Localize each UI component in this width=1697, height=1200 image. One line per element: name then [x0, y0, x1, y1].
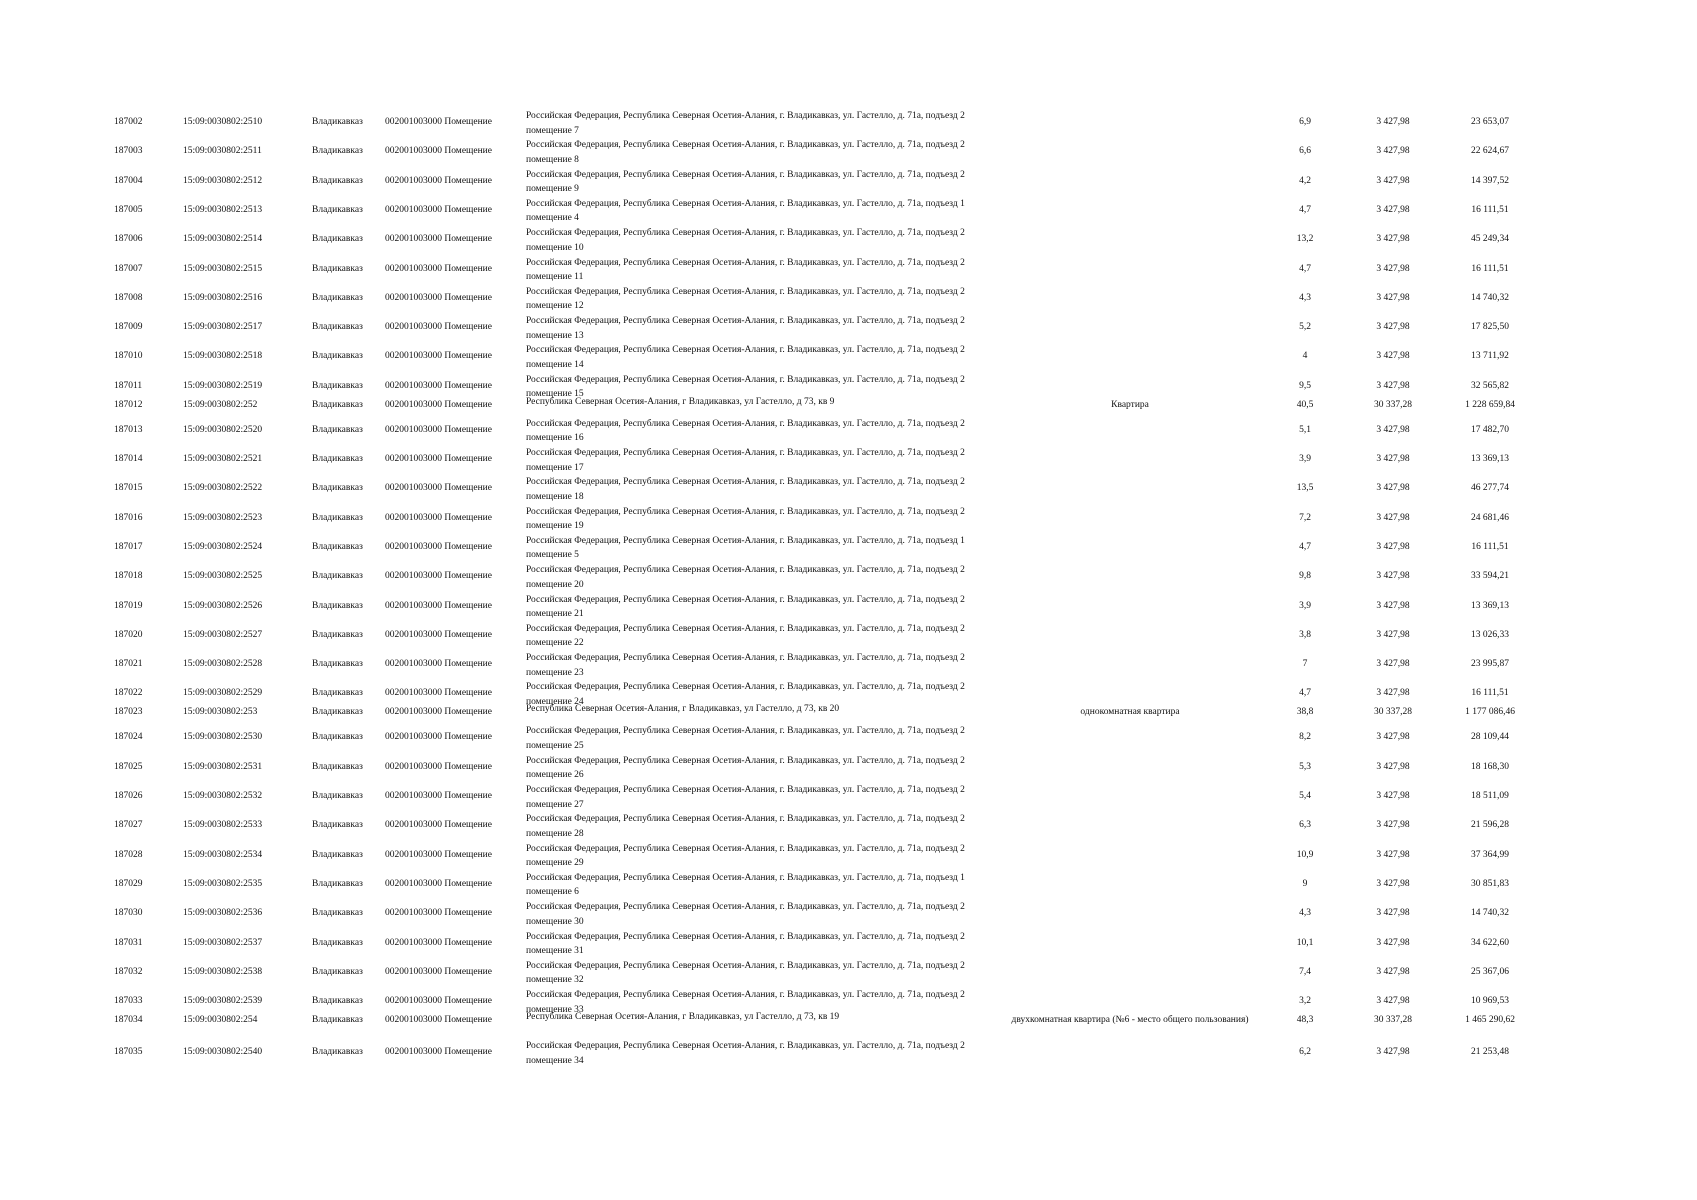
cadastral-number: 15:09:0030802:2517 [183, 322, 263, 333]
cadastral-number: 15:09:0030802:2532 [183, 791, 263, 801]
address-cell: Российская Федерация, Республика Северная Осетия-Алания, г. Владикавказ, ул. Гастелло, д. 71а, подъезд 2 помещение 33 [526, 990, 965, 1015]
total-value: 21 253,48 [1471, 1047, 1509, 1058]
cadastral-number: 15:09:0030802:2521 [183, 454, 263, 464]
cadastral-number: 15:09:0030802:2514 [183, 234, 263, 245]
unit-price: 3 427,98 [1376, 263, 1410, 274]
area-cell: 9 [1302, 878, 1308, 889]
area-cell: 5,1 [1299, 424, 1311, 435]
cadastral-number: 15:09:0030802:2522 [183, 483, 263, 494]
total-value: 14 397,52 [1471, 175, 1509, 186]
unit-price: 3 427,98 [1376, 820, 1410, 831]
row-id: 187035 [114, 1047, 143, 1058]
address-cell: Российская Федерация, Республика Северная Осетия-Алания, г. Владикавказ, ул. Гастелло, д. 71а, подъезд 2 помещение 18 [526, 477, 965, 502]
object-code: 002001003000 Помещение [385, 659, 492, 670]
address-cell: Российская Федерация, Республика Северная Осетия-Алания, г. Владикавказ, ул. Гастелло, д. 71а, подъезд 1 помещение 6 [526, 872, 965, 898]
object-code: 002001003000 Помещение [385, 351, 492, 362]
area-cell: 3,9 [1299, 600, 1311, 611]
address-cell: Российская Федерация, Республика Северная Осетия-Алания, г. Владикавказ, ул. Гастелло, д. 71а, подъезд 2 помещение 14 [526, 345, 965, 370]
object-code: 002001003000 Помещение [385, 424, 492, 435]
object-name: Квартира [1111, 399, 1149, 410]
unit-price: 3 427,98 [1376, 571, 1410, 582]
object-code: 002001003000 Помещение [385, 849, 492, 860]
unit-price: 3 427,98 [1376, 234, 1410, 245]
row-id: 187027 [114, 820, 143, 831]
area-cell: 6,9 [1299, 117, 1311, 127]
row-id: 187009 [114, 322, 143, 333]
address-cell: Российская Федерация, Республика Северная Осетия-Алания, г. Владикавказ, ул. Гастелло, д. 71а, подъезд 2 помещение 23 [526, 653, 965, 678]
area-cell: 8,2 [1299, 732, 1311, 743]
object-code: 002001003000 Помещение [385, 600, 492, 611]
cadastral-number: 15:09:0030802:2530 [183, 732, 263, 743]
city-cell: Владикавказ [312, 322, 363, 333]
total-value: 24 681,46 [1471, 512, 1509, 523]
object-code: 002001003000 Помещение [385, 707, 492, 718]
object-name: двухкомнатная квартира (№6 - место общего пользования) [1011, 1015, 1249, 1026]
total-value: 16 111,51 [1471, 263, 1509, 274]
unit-price: 3 427,98 [1376, 512, 1410, 523]
address-cell: Российская Федерация, Республика Северная Осетия-Алания, г. Владикавказ, ул. Гастелло, д. 71а, подъезд 2 помещение 32 [526, 960, 965, 986]
address-cell: Российская Федерация, Республика Северная Осетия-Алания, г. Владикавказ, ул. Гастелло, д. 71а, подъезд 2 помещение 20 [526, 565, 965, 590]
cadastral-number: 15:09:0030802:2531 [183, 761, 263, 772]
total-value: 21 596,28 [1471, 820, 1509, 831]
unit-price: 3 427,98 [1376, 688, 1410, 699]
row-id: 187015 [114, 483, 143, 494]
unit-price: 3 427,98 [1376, 629, 1410, 640]
unit-price: 3 427,98 [1376, 966, 1410, 977]
object-code: 002001003000 Помещение [385, 204, 492, 215]
area-cell: 13,2 [1296, 234, 1314, 245]
unit-price: 3 427,98 [1376, 996, 1410, 1007]
unit-price: 3 427,98 [1376, 454, 1410, 464]
object-code: 002001003000 Помещение [385, 263, 492, 274]
unit-price: 3 427,98 [1376, 878, 1410, 889]
area-cell: 4,7 [1299, 263, 1311, 274]
total-value: 13 711,92 [1471, 351, 1509, 362]
city-cell: Владикавказ [312, 600, 363, 611]
row-id: 187023 [114, 707, 143, 718]
address-cell: Российская Федерация, Республика Северная Осетия-Алания, г. Владикавказ, ул. Гастелло, д. 71а, подъезд 2 помещение 30 [526, 902, 965, 927]
area-cell: 4,7 [1299, 204, 1311, 215]
total-value: 13 369,13 [1471, 454, 1509, 464]
address-cell: Российская Федерация, Республика Северная Осетия-Алания, г. Владикавказ, ул. Гастелло, д. 71а, подъезд 2 помещение 24 [526, 682, 965, 707]
city-cell: Владикавказ [312, 849, 363, 860]
total-value: 23 995,87 [1471, 659, 1509, 670]
total-value: 17 825,50 [1471, 322, 1509, 333]
cadastral-number: 15:09:0030802:2539 [183, 996, 263, 1007]
object-code: 002001003000 Помещение [385, 322, 492, 333]
object-code: 002001003000 Помещение [385, 791, 492, 801]
total-value: 16 111,51 [1471, 204, 1509, 215]
area-cell: 40,5 [1296, 399, 1314, 410]
total-value: 16 111,51 [1471, 541, 1509, 552]
object-code: 002001003000 Помещение [385, 117, 492, 127]
city-cell: Владикавказ [312, 791, 363, 801]
row-id: 187019 [114, 600, 143, 611]
address-cell: Российская Федерация, Республика Северная Осетия-Алания, г. Владикавказ, ул. Гастелло, д. 71а, подъезд 2 помещение 12 [526, 286, 965, 312]
total-value: 33 594,21 [1471, 571, 1509, 582]
cadastral-number: 15:09:0030802:2515 [183, 263, 263, 274]
city-cell: Владикавказ [312, 707, 363, 718]
area-cell: 7,4 [1299, 966, 1311, 977]
unit-price: 3 427,98 [1376, 600, 1410, 611]
cadastral-number: 15:09:0030802:2525 [183, 571, 263, 582]
cadastral-number: 15:09:0030802:2520 [183, 424, 263, 435]
total-value: 46 277,74 [1471, 483, 1509, 494]
total-value: 17 482,70 [1471, 424, 1509, 435]
object-code: 002001003000 Помещение [385, 1047, 492, 1058]
address-cell: Российская Федерация, Республика Северная Осетия-Алания, г. Владикавказ, ул. Гастелло, д. 71а, подъезд 2 помещение 16 [526, 418, 965, 444]
city-cell: Владикавказ [312, 204, 363, 215]
row-id: 187013 [114, 424, 143, 435]
unit-price: 30 337,28 [1374, 707, 1412, 718]
address-cell: Российская Федерация, Республика Северная Осетия-Алания, г. Владикавказ, ул. Гастелло, д. 71а, подъезд 2 помещение 26 [526, 755, 965, 781]
row-id: 187010 [114, 351, 143, 362]
cadastral-number: 15:09:0030802:2511 [183, 146, 262, 157]
unit-price: 3 427,98 [1376, 292, 1410, 303]
row-id: 187032 [114, 966, 143, 977]
city-cell: Владикавказ [312, 146, 363, 157]
object-code: 002001003000 Помещение [385, 1015, 492, 1026]
object-code: 002001003000 Помещение [385, 175, 492, 186]
unit-price: 3 427,98 [1376, 541, 1410, 552]
total-value: 14 740,32 [1471, 292, 1509, 303]
address-cell: Российская Федерация, Республика Северная Осетия-Алания, г. Владикавказ, ул. Гастелло, д. 71а, подъезд 1 помещение 4 [526, 198, 965, 224]
cadastral-number: 15:09:0030802:252 [183, 399, 258, 410]
address-cell: Российская Федерация, Республика Северная Осетия-Алания, г. Владикавказ, ул. Гастелло, д. 71а, подъезд 2 помещение 19 [526, 506, 965, 532]
unit-price: 3 427,98 [1376, 204, 1410, 215]
city-cell: Владикавказ [312, 688, 363, 699]
city-cell: Владикавказ [312, 541, 363, 552]
address-cell: Российская Федерация, Республика Северная Осетия-Алания, г. Владикавказ, ул. Гастелло, д. 71а, подъезд 2 помещение 28 [526, 814, 965, 839]
total-value: 1 228 659,84 [1465, 399, 1515, 410]
cadastral-number: 15:09:0030802:254 [183, 1015, 258, 1026]
unit-price: 3 427,98 [1376, 117, 1410, 127]
address-cell: Российская Федерация, Республика Северная Осетия-Алания, г. Владикавказ, ул. Гастелло, д. 71а, подъезд 2 помещение 34 [526, 1041, 965, 1066]
city-cell: Владикавказ [312, 512, 363, 523]
cadastral-number: 15:09:0030802:2528 [183, 659, 263, 670]
total-value: 16 111,51 [1471, 688, 1509, 699]
city-cell: Владикавказ [312, 454, 363, 464]
row-id: 187012 [114, 399, 143, 410]
city-cell: Владикавказ [312, 1015, 363, 1026]
city-cell: Владикавказ [312, 292, 363, 303]
total-value: 28 109,44 [1471, 732, 1509, 743]
total-value: 1 177 086,46 [1465, 707, 1515, 718]
cadastral-number: 15:09:0030802:2513 [183, 204, 263, 215]
area-cell: 38,8 [1296, 707, 1314, 718]
cadastral-number: 15:09:0030802:2540 [183, 1047, 263, 1058]
object-code: 002001003000 Помещение [385, 454, 492, 464]
object-code: 002001003000 Помещение [385, 629, 492, 640]
area-cell: 5,4 [1299, 791, 1311, 801]
object-code: 002001003000 Помещение [385, 146, 492, 157]
object-code: 002001003000 Помещение [385, 483, 492, 494]
row-id: 187028 [114, 849, 143, 860]
total-value: 18 168,30 [1471, 761, 1509, 772]
address-cell: Российская Федерация, Республика Северная Осетия-Алания, г. Владикавказ, ул. Гастелло, д. 71а, подъезд 2 помещение 11 [526, 257, 965, 282]
row-id: 187014 [114, 454, 143, 464]
row-id: 187011 [114, 380, 143, 391]
cadastral-number: 15:09:0030802:2535 [183, 878, 263, 889]
row-id: 187002 [114, 117, 143, 127]
object-code: 002001003000 Помещение [385, 761, 492, 772]
area-cell: 4,3 [1299, 292, 1311, 303]
area-cell: 7 [1302, 659, 1308, 670]
area-cell: 9,5 [1299, 380, 1311, 391]
address-cell: Российская Федерация, Республика Северная Осетия-Алания, г. Владикавказ, ул. Гастелло, д. 71а, подъезд 2 помещение 13 [526, 316, 965, 341]
area-cell: 9,8 [1299, 571, 1311, 582]
cadastral-number: 15:09:0030802:2524 [183, 541, 263, 552]
unit-price: 3 427,98 [1376, 483, 1410, 494]
row-id: 187030 [114, 908, 143, 919]
cadastral-number: 15:09:0030802:2519 [183, 380, 263, 391]
unit-price: 30 337,28 [1374, 1015, 1412, 1026]
unit-price: 3 427,98 [1376, 146, 1410, 157]
cadastral-number: 15:09:0030802:2538 [183, 966, 263, 977]
address-cell: Российская Федерация, Республика Северная Осетия-Алания, г. Владикавказ, ул. Гастелло, д. 71а, подъезд 2 помещение 27 [526, 785, 965, 810]
area-cell: 4,7 [1299, 541, 1311, 552]
address-cell: Российская Федерация, Республика Северная Осетия-Алания, г. Владикавказ, ул. Гастелло, д. 71а, подъезд 2 помещение 21 [526, 594, 965, 619]
object-code: 002001003000 Помещение [385, 234, 492, 245]
address-cell: Российская Федерация, Республика Северная Осетия-Алания, г. Владикавказ, ул. Гастелло, д. 71а, подъезд 1 помещение 5 [526, 535, 965, 561]
city-cell: Владикавказ [312, 908, 363, 919]
cadastral-number: 15:09:0030802:2537 [183, 937, 263, 948]
object-code: 002001003000 Помещение [385, 996, 492, 1007]
total-value: 10 969,53 [1471, 996, 1509, 1007]
total-value: 37 364,99 [1471, 849, 1509, 860]
row-id: 187016 [114, 512, 143, 523]
address-cell: Республика Северная Осетия-Алания, г Владикавказ, ул Гастелло, д 73, кв 19 [526, 1012, 840, 1023]
total-value: 18 511,09 [1471, 791, 1509, 801]
total-value: 25 367,06 [1471, 966, 1509, 977]
object-code: 002001003000 Помещение [385, 878, 492, 889]
area-cell: 4,2 [1299, 175, 1311, 186]
cadastral-number: 15:09:0030802:253 [183, 707, 258, 718]
row-id: 187006 [114, 234, 143, 245]
total-value: 30 851,83 [1471, 878, 1509, 889]
row-id: 187022 [114, 688, 143, 699]
area-cell: 7,2 [1299, 512, 1311, 523]
object-name: однокомнатная квартира [1080, 707, 1180, 718]
total-value: 14 740,32 [1471, 908, 1509, 919]
city-cell: Владикавказ [312, 399, 363, 410]
city-cell: Владикавказ [312, 234, 363, 245]
total-value: 32 565,82 [1471, 380, 1509, 391]
address-cell: Российская Федерация, Республика Северная Осетия-Алания, г. Владикавказ, ул. Гастелло, д. 71а, подъезд 2 помещение 17 [526, 448, 965, 473]
city-cell: Владикавказ [312, 732, 363, 743]
object-code: 002001003000 Помещение [385, 908, 492, 919]
row-id: 187007 [114, 263, 143, 274]
row-id: 187031 [114, 937, 143, 948]
area-cell: 6,3 [1299, 820, 1311, 831]
city-cell: Владикавказ [312, 117, 363, 127]
address-cell: Российская Федерация, Республика Северная Осетия-Алания, г. Владикавказ, ул. Гастелло, д. 71а, подъезд 2 помещение 8 [526, 140, 965, 165]
object-code: 002001003000 Помещение [385, 292, 492, 303]
area-cell: 3,9 [1299, 454, 1311, 464]
cadastral-number: 15:09:0030802:2523 [183, 512, 263, 523]
city-cell: Владикавказ [312, 996, 363, 1007]
city-cell: Владикавказ [312, 659, 363, 670]
address-cell: Российская Федерация, Республика Северная Осетия-Алания, г. Владикавказ, ул. Гастелло, д. 71а, подъезд 2 помещение 15 [526, 374, 965, 400]
address-cell: Республика Северная Осетия-Алания, г Владикавказ, ул Гастелло, д 73, кв 20 [526, 704, 840, 715]
cadastral-number: 15:09:0030802:2536 [183, 908, 263, 919]
row-id: 187017 [114, 541, 143, 552]
total-value: 22 624,67 [1471, 146, 1509, 157]
area-cell: 13,5 [1296, 483, 1314, 494]
unit-price: 3 427,98 [1376, 175, 1410, 186]
area-cell: 4 [1302, 351, 1308, 362]
object-code: 002001003000 Помещение [385, 688, 492, 699]
address-cell: Российская Федерация, Республика Северная Осетия-Алания, г. Владикавказ, ул. Гастелло, д. 71а, подъезд 2 помещение 7 [526, 111, 965, 136]
row-id: 187026 [114, 791, 143, 801]
unit-price: 3 427,98 [1376, 849, 1410, 860]
area-cell: 10,9 [1296, 849, 1314, 860]
cadastral-number: 15:09:0030802:2516 [183, 292, 263, 303]
cadastral-number: 15:09:0030802:2512 [183, 175, 263, 186]
cadastral-number: 15:09:0030802:2518 [183, 351, 263, 362]
city-cell: Владикавказ [312, 424, 363, 435]
city-cell: Владикавказ [312, 937, 363, 948]
object-code: 002001003000 Помещение [385, 571, 492, 582]
city-cell: Владикавказ [312, 820, 363, 831]
unit-price: 30 337,28 [1374, 399, 1412, 410]
address-cell: Республика Северная Осетия-Алания, г Владикавказ, ул Гастелло, д 73, кв 9 [526, 396, 835, 407]
area-cell: 48,3 [1296, 1015, 1314, 1026]
address-cell: Российская Федерация, Республика Северная Осетия-Алания, г. Владикавказ, ул. Гастелло, д. 71а, подъезд 2 помещение 22 [526, 623, 965, 649]
row-id: 187018 [114, 571, 143, 582]
unit-price: 3 427,98 [1376, 908, 1410, 919]
object-code: 002001003000 Помещение [385, 541, 492, 552]
city-cell: Владикавказ [312, 263, 363, 274]
area-cell: 3,8 [1299, 629, 1311, 640]
area-cell: 3,2 [1299, 996, 1311, 1007]
address-cell: Российская Федерация, Республика Северная Осетия-Алания, г. Владикавказ, ул. Гастелло, д. 71а, подъезд 2 помещение 9 [526, 169, 965, 195]
unit-price: 3 427,98 [1376, 322, 1410, 333]
area-cell: 6,6 [1299, 146, 1311, 157]
city-cell: Владикавказ [312, 380, 363, 391]
object-code: 002001003000 Помещение [385, 966, 492, 977]
unit-price: 3 427,98 [1376, 1047, 1410, 1058]
unit-price: 3 427,98 [1376, 424, 1410, 435]
city-cell: Владикавказ [312, 571, 363, 582]
row-id: 187003 [114, 146, 143, 157]
address-cell: Российская Федерация, Республика Северная Осетия-Алания, г. Владикавказ, ул. Гастелло, д. 71а, подъезд 2 помещение 25 [526, 726, 965, 751]
cadastral-number: 15:09:0030802:2534 [183, 849, 263, 860]
area-cell: 4,3 [1299, 908, 1311, 919]
area-cell: 6,2 [1299, 1047, 1311, 1058]
total-value: 45 249,34 [1471, 234, 1509, 245]
address-cell: Российская Федерация, Республика Северная Осетия-Алания, г. Владикавказ, ул. Гастелло, д. 71а, подъезд 2 помещение 31 [526, 931, 965, 956]
city-cell: Владикавказ [312, 966, 363, 977]
object-code: 002001003000 Помещение [385, 399, 492, 410]
row-id: 187025 [114, 761, 143, 772]
area-cell: 5,2 [1299, 322, 1311, 333]
unit-price: 3 427,98 [1376, 937, 1410, 948]
city-cell: Владикавказ [312, 1047, 363, 1058]
row-id: 187029 [114, 878, 143, 889]
cadastral-number: 15:09:0030802:2529 [183, 688, 263, 699]
unit-price: 3 427,98 [1376, 732, 1410, 743]
address-cell: Российская Федерация, Республика Северная Осетия-Алания, г. Владикавказ, ул. Гастелло, д. 71а, подъезд 2 помещение 10 [526, 228, 965, 253]
cadastral-number: 15:09:0030802:2533 [183, 820, 263, 831]
city-cell: Владикавказ [312, 483, 363, 494]
unit-price: 3 427,98 [1376, 659, 1410, 670]
address-cell: Российская Федерация, Республика Северная Осетия-Алания, г. Владикавказ, ул. Гастелло, д. 71а, подъезд 2 помещение 29 [526, 843, 965, 869]
unit-price: 3 427,98 [1376, 791, 1410, 801]
object-code: 002001003000 Помещение [385, 820, 492, 831]
city-cell: Владикавказ [312, 175, 363, 186]
object-code: 002001003000 Помещение [385, 512, 492, 523]
city-cell: Владикавказ [312, 629, 363, 640]
object-code: 002001003000 Помещение [385, 732, 492, 743]
area-cell: 4,7 [1299, 688, 1311, 699]
row-id: 187005 [114, 204, 143, 215]
cadastral-number: 15:09:0030802:2510 [183, 117, 263, 127]
area-cell: 10,1 [1296, 937, 1314, 948]
row-id: 187008 [114, 292, 143, 303]
object-code: 002001003000 Помещение [385, 937, 492, 948]
row-id: 187021 [114, 659, 143, 670]
unit-price: 3 427,98 [1376, 761, 1410, 772]
total-value: 23 653,07 [1471, 117, 1509, 127]
area-cell: 5,3 [1299, 761, 1311, 772]
row-id: 187004 [114, 175, 143, 186]
object-code: 002001003000 Помещение [385, 380, 492, 391]
unit-price: 3 427,98 [1376, 351, 1410, 362]
cadastral-number: 15:09:0030802:2526 [183, 600, 263, 611]
total-value: 13 369,13 [1471, 600, 1509, 611]
total-value: 1 465 290,62 [1465, 1015, 1515, 1026]
cadastral-number: 15:09:0030802:2527 [183, 629, 263, 640]
city-cell: Владикавказ [312, 351, 363, 362]
row-id: 187024 [114, 732, 143, 743]
city-cell: Владикавказ [312, 878, 363, 889]
row-id: 187020 [114, 629, 143, 640]
total-value: 13 026,33 [1471, 629, 1509, 640]
row-id: 187034 [114, 1015, 143, 1026]
city-cell: Владикавказ [312, 761, 363, 772]
row-id: 187033 [114, 996, 143, 1007]
total-value: 34 622,60 [1471, 937, 1509, 948]
unit-price: 3 427,98 [1376, 380, 1410, 391]
